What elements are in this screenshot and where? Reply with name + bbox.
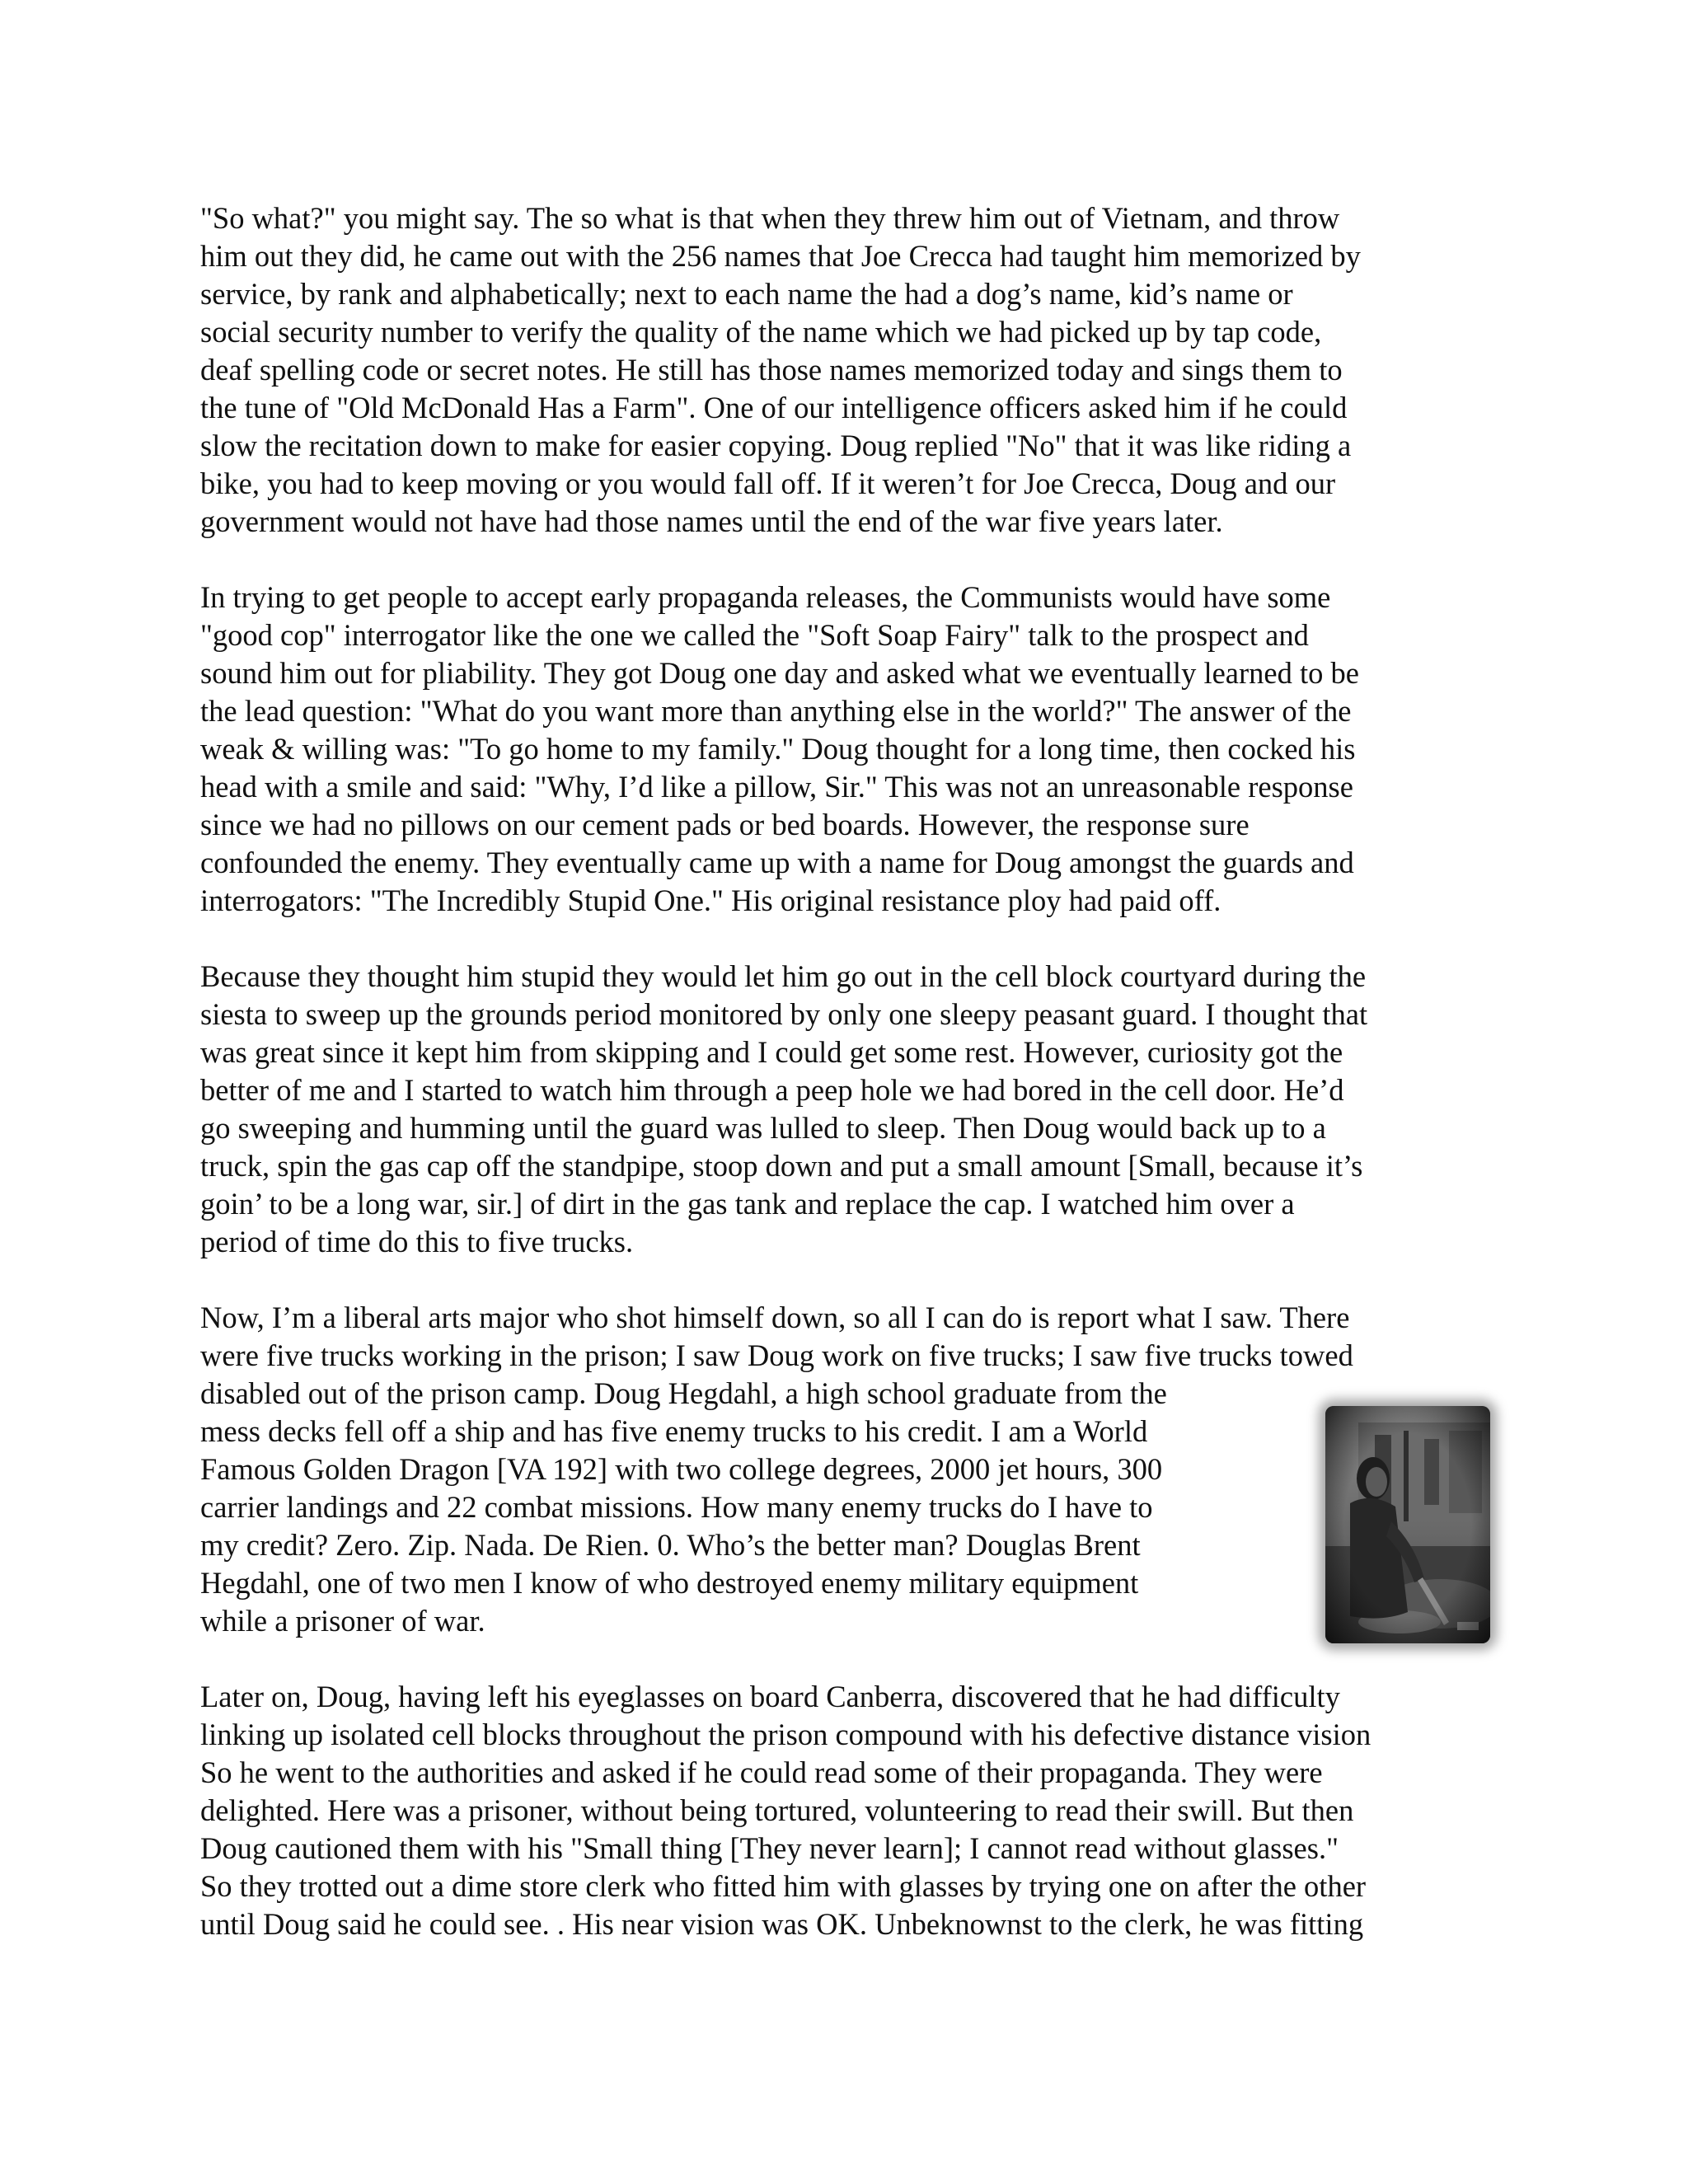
text-line: period of time do this to five trucks.	[200, 1225, 634, 1258]
text-line: Doug cautioned them with his "Small thing [They never learn]; I cannot read without glasses."	[200, 1831, 1339, 1865]
text-line: government would not have had those names until the end of the war five years later.	[200, 504, 1223, 538]
text-line: slow the recitation down to make for easier copying. Doug replied "No" that it was like riding a	[200, 429, 1352, 462]
text-line: were five trucks working in the prison; I saw Doug work on five trucks; I saw five trucks towed	[200, 1338, 1353, 1372]
text-line: until Doug said he could see. . His near vision was OK. Unbeknownst to the clerk, he was fitting	[200, 1907, 1364, 1941]
text-line: the tune of "Old McDonald Has a Farm". One of our intelligence officers asked him if he could	[200, 391, 1348, 424]
text-line: "good cop" interrogator like the one we called the "Soft Soap Fairy" talk to the prospect and	[200, 618, 1309, 652]
text-line: Because they thought him stupid they would let him go out in the cell block courtyard during the	[200, 959, 1367, 993]
text-line: "So what?" you might say. The so what is that when they threw him out of Vietnam, and throw	[200, 201, 1340, 235]
text-line: head with a smile and said: "Why, I’d like a pillow, Sir." This was not an unreasonable response	[200, 770, 1353, 804]
text-line: disabled out of the prison camp. Doug Hegdahl, a high school graduate from the	[200, 1376, 1167, 1410]
text-line: linking up isolated cell blocks throughout the prison compound with his defective distance vision	[200, 1718, 1372, 1751]
text-line: truck, spin the gas cap off the standpipe, stoop down and put a small amount [Small, because it’s	[200, 1149, 1363, 1183]
text-line: him out they did, he came out with the 256 names that Joe Crecca had taught him memorized by	[200, 239, 1361, 273]
text-line: So they trotted out a dime store clerk who fitted him with glasses by trying one on after the other	[200, 1869, 1367, 1903]
text-line: Famous Golden Dragon [VA 192] with two college degrees, 2000 jet hours, 300	[200, 1452, 1163, 1486]
text-line: mess decks fell off a ship and has five enemy trucks to his credit. I am a World	[200, 1414, 1148, 1448]
text-line: weak & willing was: "To go home to my family." Doug thought for a long time, then cocked his	[200, 732, 1356, 766]
text-line: the lead question: "What do you want more than anything else in the world?" The answer of the	[200, 694, 1352, 728]
text-line: sound him out for pliability. They got Doug one day and asked what we eventually learned to be	[200, 656, 1359, 690]
text-line: service, by rank and alphabetically; next to each name the had a dog’s name, kid’s name or	[200, 277, 1293, 311]
text-line: while a prisoner of war.	[200, 1604, 485, 1638]
text-line: my credit? Zero. Zip. Nada. De Rien. 0. Who’s the better man? Douglas Brent	[200, 1528, 1141, 1562]
paragraph-five-trucks	[200, 1299, 1494, 1640]
text-line: delighted. Here was a prisoner, without being tortured, volunteering to read their swill. But then	[200, 1793, 1354, 1827]
text-line: carrier landings and 22 combat missions. How many enemy trucks do I have to	[200, 1490, 1153, 1524]
text-line: social security number to verify the quality of the name which we had picked up by tap code,	[200, 315, 1322, 349]
text-line: go sweeping and humming until the guard was lulled to sleep. Then Doug would back up to a	[200, 1111, 1326, 1145]
text-line: bike, you had to keep moving or you would fall off. If it weren’t for Joe Crecca, Doug and our	[200, 466, 1336, 500]
text-line: Hegdahl, one of two men I know of who destroyed enemy military equipment	[200, 1566, 1139, 1600]
text-line: confounded the enemy. They eventually came up with a name for Doug amongst the guards and	[200, 846, 1354, 879]
text-line: In trying to get people to accept early propaganda releases, the Communists would have some	[200, 580, 1331, 614]
photo-of-man-sweeping	[1325, 1406, 1490, 1643]
paragraph-names-memorized	[200, 199, 1494, 541]
paragraph-courtyard	[200, 958, 1494, 1261]
paragraph-eyeglasses	[200, 1678, 1494, 1943]
text-line: Now, I’m a liberal arts major who shot himself down, so all I can do is report what I saw. There	[200, 1301, 1350, 1334]
paragraph-propaganda	[200, 579, 1494, 920]
text-line: interrogators: "The Incredibly Stupid One." His original resistance ploy had paid off.	[200, 883, 1221, 917]
text-line: was great since it kept him from skipping and I could get some rest. However, curiosity got the	[200, 1035, 1343, 1069]
text-line: deaf spelling code or secret notes. He still has those names memorized today and sings them to	[200, 353, 1343, 387]
text-line: better of me and I started to watch him through a peep hole we had bored in the cell door. He’d	[200, 1073, 1344, 1107]
text-line: goin’ to be a long war, sir.] of dirt in the gas tank and replace the cap. I watched him over a	[200, 1187, 1295, 1221]
text-line: Later on, Doug, having left his eyeglasses on board Canberra, discovered that he had difficulty	[200, 1680, 1340, 1713]
text-line: siesta to sweep up the grounds period monitored by only one sleepy peasant guard. I thought that	[200, 997, 1368, 1031]
text-line: since we had no pillows on our cement pads or bed boards. However, the response sure	[200, 808, 1250, 841]
text-line: So he went to the authorities and asked if he could read some of their propaganda. They were	[200, 1755, 1323, 1789]
